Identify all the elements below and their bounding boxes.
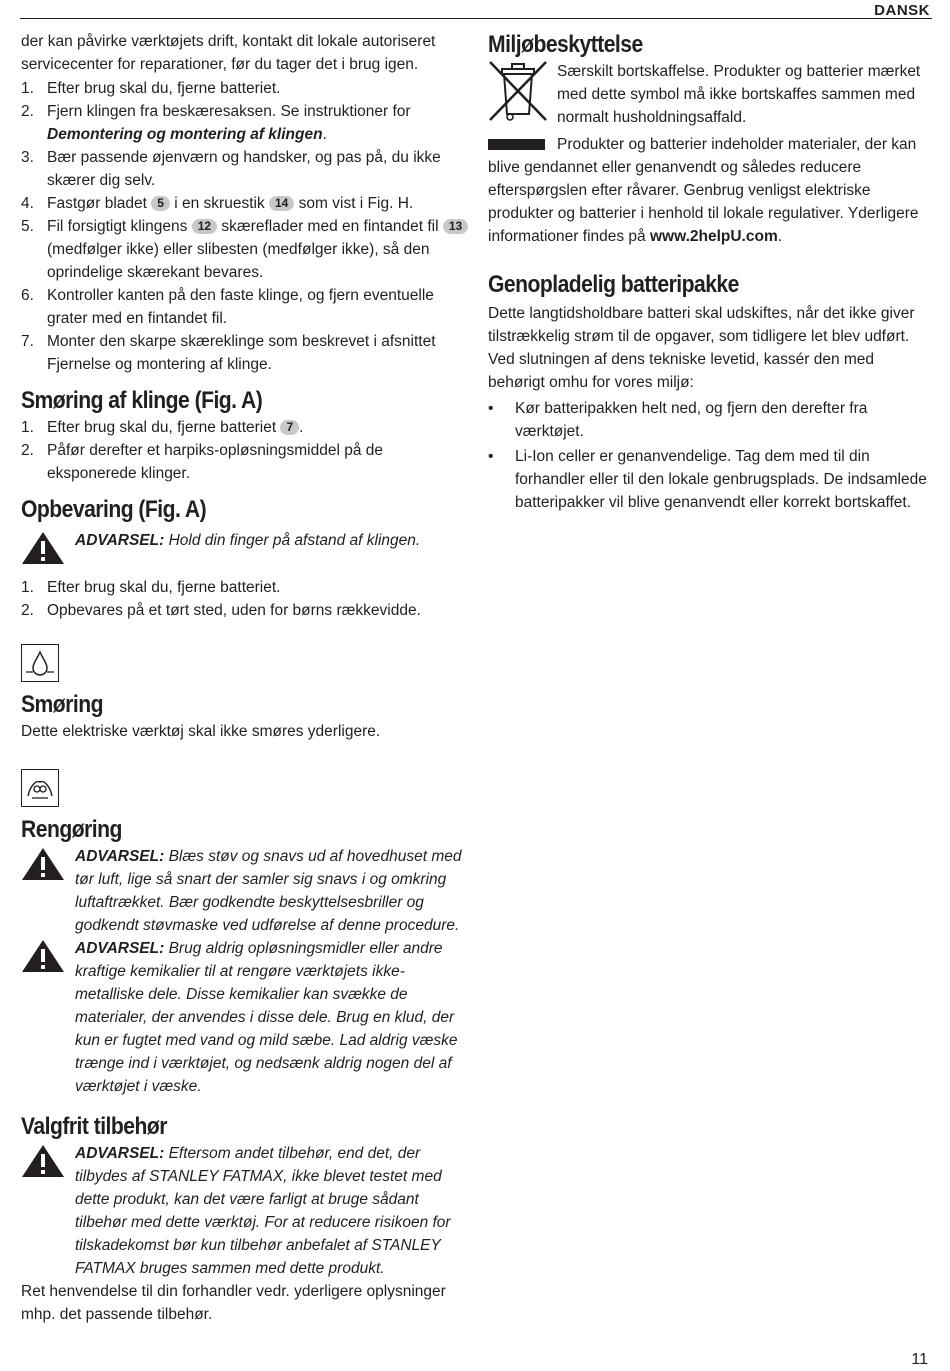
list-item: 1. Efter brug skal du, fjerne batteriet. bbox=[21, 579, 281, 596]
oil-drop-icon bbox=[21, 644, 59, 682]
section-title-battery: Genopladelig batteripakke bbox=[488, 271, 739, 298]
lubrication-text: Dette elektriske værktøj skal ikke smøres yderligere. bbox=[21, 723, 381, 740]
accessories-warning: ADVARSEL: Eftersom andet tilbehør, end det, der tilbydes af STANLEY FATMAX, ikke blevet testet med dette produkt, kan det være farligt at bruge sådant tilbehør med dette værktøj. For at reducere risikoen for tilskadekomst bør kun tilbehør anbefalet af STANLEY FATMAX bruges sammen med dette produkt. bbox=[21, 1142, 469, 1280]
page-number: 11 bbox=[911, 1351, 928, 1368]
warning-label: ADVARSEL: bbox=[75, 532, 165, 549]
list-item: • Li-Ion celler er genanvendelige. Tag dem med til din forhandler eller til den lokale genbrugsplads. De indsamlede batteripakker vil blive genanvendt eller korrekt bortskaffet. bbox=[488, 448, 927, 511]
left-column bbox=[21, 30, 469, 1326]
list-item: 1. Efter brug skal du, fjerne batteriet. bbox=[21, 80, 281, 97]
emphasis: Demontering og montering af klingen bbox=[47, 126, 323, 143]
accessories-text: Ret henvendelse til din forhandler vedr. yderligere oplysninger mhp. det passende tilbehør. bbox=[21, 1283, 446, 1323]
list-item: 3. Bær passende øjenværn og handsker, og pas på, du ikke skærer dig selv. bbox=[21, 149, 441, 189]
list-item: 7. Monter den skarpe skæreklinge som beskrevet i afsnittet Fjernelse og montering af klinge. bbox=[21, 333, 436, 373]
callout-badge: 13 bbox=[443, 219, 468, 234]
section-title-lubrication: Smøring bbox=[21, 691, 103, 718]
cleaning-warning-1: ADVARSEL: Blæs støv og snavs ud af hovedhuset med tør luft, lige så snart der samler sig snavs i og omkring luftaftrækket. Bær godkendte beskyttelsesbriller og godkendt støvmaske ved udførelse af denne procedure. bbox=[21, 845, 469, 937]
warning-label: ADVARSEL: bbox=[75, 940, 165, 957]
list-item: 5. Fil forsigtigt klingens 12 skæreflader med en fintandet fil 13 (medfølger ikke) eller slibesten (medfølger ikke), så den oprindelige skærekant bevares. bbox=[21, 215, 469, 284]
separate-disposal bbox=[488, 60, 928, 129]
section-title-storage: Opbevaring (Fig. A) bbox=[21, 496, 207, 523]
intro-paragraph: der kan påvirke værktøjets drift, kontakt dit lokale autoriseret servicecenter for reparationer, før du tager det i brug igen. bbox=[21, 33, 436, 73]
warning-icon bbox=[21, 529, 75, 572]
list-item: 2. Påfør derefter et harpiks-opløsningsmiddel på de eksponerede klinger. bbox=[21, 442, 383, 482]
blade-lubrication-steps bbox=[21, 416, 469, 485]
url-link[interactable]: www.2helpU.com bbox=[649, 228, 778, 245]
warning-icon bbox=[21, 1142, 75, 1185]
separate-disposal-text: Særskilt bortskaffelse. Produkter og batterier mærket med dette symbol må ikke bortskaffes sammen med normalt husholdningsaffald. bbox=[557, 63, 921, 126]
sharpen-steps bbox=[21, 77, 469, 376]
warning-label: ADVARSEL: bbox=[75, 1145, 165, 1162]
section-title-accessories: Valgfrit tilbehør bbox=[21, 1113, 167, 1140]
callout-badge: 7 bbox=[280, 420, 299, 435]
callout-badge: 5 bbox=[151, 196, 170, 211]
cleaning-warning-2: ADVARSEL: Brug aldrig opløsningsmidler eller andre kraftige kemikalier til at rengøre værktøjets ikke-metalliske dele. Disse kemikalier kan svække de materialer, der anvendes i disse dele. Brug en klud, der kun er fugtet med vand og mild sæbe. Lad aldrig væske trænge ind i værktøjet, og nedsænk aldrig nogen del af værktøjet i væske. bbox=[21, 937, 469, 1098]
section-title-cleaning: Rengøring bbox=[21, 816, 122, 843]
section-title-environment: Miljøbeskyttelse bbox=[488, 31, 643, 58]
list-item: • Kør batteripakken helt ned, og fjern den derefter fra værktøjet. bbox=[488, 400, 868, 440]
list-item: 1. Efter brug skal du, fjerne batteriet 7 . bbox=[21, 419, 304, 436]
recycle-paragraph: Produkter og batterier indeholder materialer, der kan blive gendannet eller genanvendt og således reducere efterspørgslen efter råvarer. Genbrug venligst elektriske produkter og batterier i henhold til lokale regulativer. Yderligere informationer findes på www.2helpU.com. bbox=[488, 136, 919, 245]
battery-bullets bbox=[488, 397, 928, 514]
list-item: 2. Fjern klingen fra beskæresaksen. Se instruktioner for Demontering og montering af klingen. bbox=[21, 103, 411, 143]
storage-warning: ADVARSEL: Hold din finger på afstand af klingen. bbox=[21, 529, 469, 572]
list-item: 4. Fastgør bladet 5 i en skruestik 14 som vist i Fig. H. bbox=[21, 195, 414, 212]
battery-text: Dette langtidsholdbare batteri skal udskiftes, når det ikke giver tilstrækkelig strøm til de opgaver, som tidligere let blev udført. Ved slutningen af dens tekniske levetid, kassér den med behørigt omhu for vores miljø: bbox=[488, 305, 915, 391]
warning-icon bbox=[21, 937, 75, 980]
warning-label: ADVARSEL: bbox=[75, 848, 165, 865]
callout-badge: 12 bbox=[192, 219, 217, 234]
storage-steps bbox=[21, 576, 469, 622]
language-label: DANSK bbox=[874, 2, 930, 19]
list-item: 2. Opbevares på et tørt sted, uden for børns rækkevidde. bbox=[21, 602, 421, 619]
list-item: 6. Kontroller kanten på den faste klinge, og fjern eventuelle grater med en fintandet fil. bbox=[21, 287, 434, 327]
warning-icon bbox=[21, 845, 75, 888]
header-rule bbox=[20, 18, 932, 19]
crossed-out-bin-icon bbox=[488, 60, 557, 129]
callout-badge: 14 bbox=[269, 196, 294, 211]
cleaning-hands-icon bbox=[21, 769, 59, 807]
black-bar-icon bbox=[488, 139, 545, 150]
section-title-blade-lubrication: Smøring af klinge (Fig. A) bbox=[21, 387, 263, 414]
right-column bbox=[488, 30, 928, 514]
